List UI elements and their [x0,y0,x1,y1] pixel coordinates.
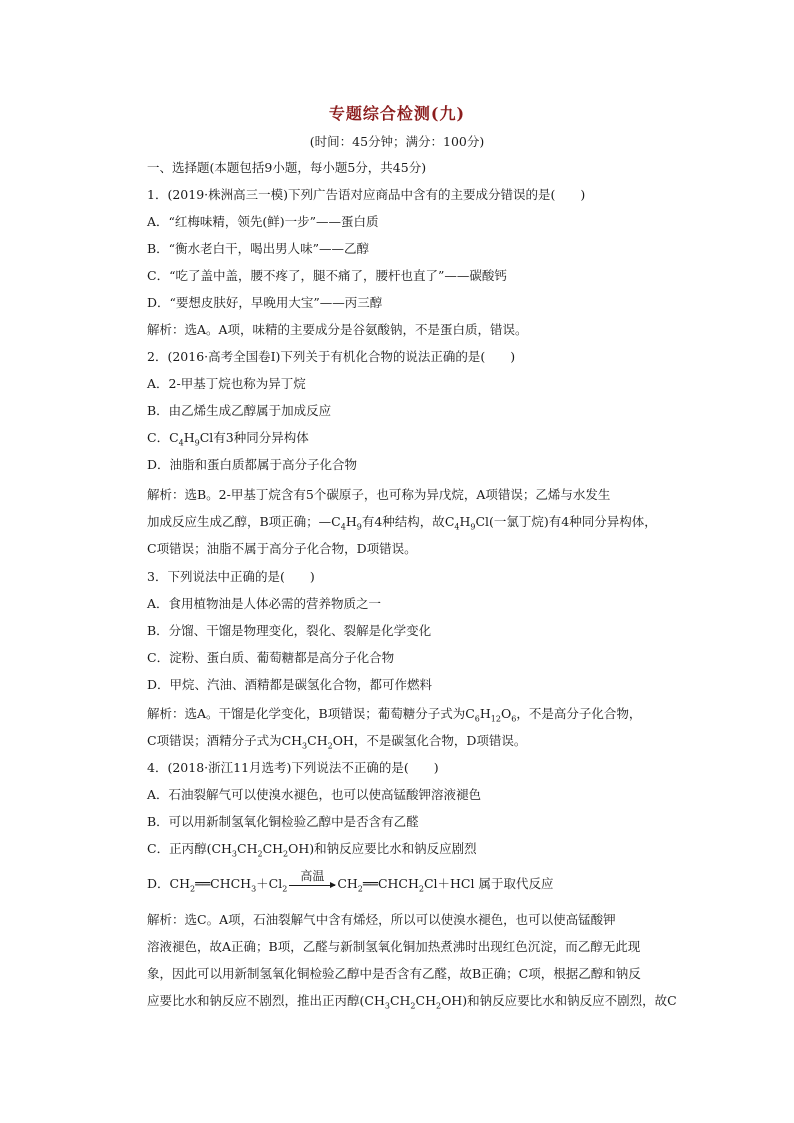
question-4-analysis-line-3: 象，因此可以用新制氢氧化铜检验乙醇中是否含有乙醛，故B正确；C项，根据乙醇和钠反 [147,966,641,981]
section-heading: 一、选择题(本题包括9小题，每小题5分，共45分) [147,160,427,175]
question-2-option-c: C．$C_4H_9Cl$有3种同分异构体 [147,430,309,448]
question-4-analysis-line-2: 溶液褪色，故A正确；B项，乙醛与新制氢氧化铜加热煮沸时出现红色沉淀，而乙醇无此现 [147,939,641,954]
question-4-option-a: A．石油裂解气可以使溴水褪色，也可以使高锰酸钾溶液褪色 [147,787,482,802]
reaction-arrow [289,869,335,885]
time-score-info: (时间：45分钟；满分：100分) [309,134,485,149]
question-1-option-d: D．“要想皮肤好，早晚用大宝”——丙三醇 [147,295,383,310]
question-4-analysis-line-1: 解析：选C。A项，石油裂解气中含有烯烃，所以可以使溴水褪色，也可以使高锰酸钾 [147,912,616,927]
question-1-analysis: 解析：选A。A项，味精的主要成分是谷氨酸钠，不是蛋白质，错误。 [147,322,528,337]
page-title: 专题综合检测(九) [328,104,466,123]
question-4-analysis-line-4: 应要比水和钠反应不剧烈，推出正丙醇$(CH_3CH_2CH_2OH)$和钠反应要比水和钠反应不剧烈，故C [147,993,677,1011]
question-1-option-a: A．“红梅味精，领先(鲜)一步”——蛋白质 [147,214,379,229]
question-4-option-d: D．$CH_2══CHCH_3+Cl_2$ 高温 $CH_2══CHCH_2Cl+HCl$ 属于取代反应 [147,869,554,894]
reaction-condition: 高温 [300,869,325,883]
question-3-option-b: B．分馏、干馏是物理变化，裂化、裂解是化学变化 [147,623,432,638]
question-2-analysis-line-2: 加成反应生成乙醇，B项正确；$—C_4H_9$有4种结构，故$C_4H_9Cl$(一氯丁烷)有4种同分异构体， [147,514,657,532]
question-1-stem: 1．(2019·株洲高三一模)下列广告语对应商品中含有的主要成分错误的是( ) [147,187,586,202]
question-3-analysis-line-2: C项错误；酒精分子式为$CH_3CH_2OH$，不是碳氢化合物，D项错误。 [147,733,527,751]
question-2-option-a: A．2-甲基丁烷也称为异丁烷 [147,376,306,391]
question-2-option-b: B．由乙烯生成乙醇属于加成反应 [147,403,332,418]
question-3-option-c: C．淀粉、蛋白质、葡萄糖都是高分子化合物 [147,650,395,665]
question-2-analysis-line-1: 解析：选B。2-甲基丁烷含有5个碳原子，也可称为异戊烷，A项错误；乙烯与水发生 [147,487,611,502]
question-2-option-d: D．油脂和蛋白质都属于高分子化合物 [147,457,358,472]
question-3-option-d: D．甲烷、汽油、酒精都是碳氢化合物，都可作燃料 [147,677,433,692]
question-1-option-b: B．“衡水老白干，喝出男人味”——乙醇 [147,241,369,256]
question-4-option-b: B．可以用新制氢氧化铜检验乙醇中是否含有乙醛 [147,814,419,829]
question-3-analysis-line-1: 解析：选A。干馏是化学变化，B项错误；葡萄糖分子式为$C_6H_{12}O_6$，不是高分子化合物， [147,706,642,724]
question-3-option-a: A．食用植物油是人体必需的营养物质之一 [147,596,382,611]
question-3-stem: 3．下列说法中正确的是( ) [147,569,315,584]
question-4-option-c: C．正丙醇$(CH_3CH_2CH_2OH)$和钠反应要比水和钠反应剧烈 [147,841,477,859]
question-1-option-c: C．“吃了盖中盖，腰不疼了，腿不痛了，腰杆也直了”——碳酸钙 [147,268,507,283]
question-2-stem: 2．(2016·高考全国卷Ⅰ)下列关于有机化合物的说法正确的是( ) [147,349,516,364]
question-2-analysis-line-3: C项错误；油脂不属于高分子化合物，D项错误。 [147,541,417,556]
question-4-stem: 4．(2018·浙江11月选考)下列说法不正确的是( ) [147,760,439,775]
